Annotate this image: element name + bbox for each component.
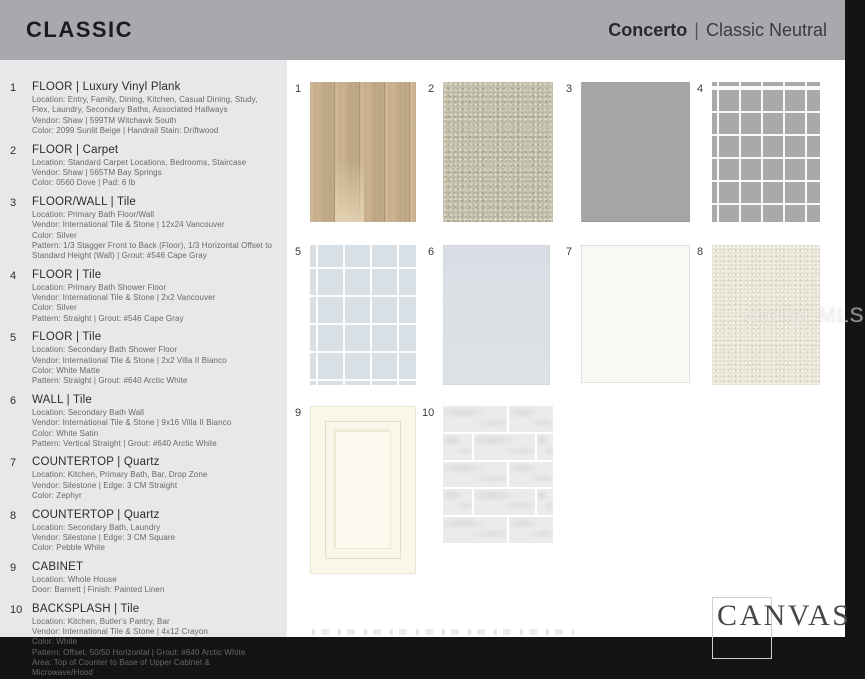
spec-item-floorwall-tile	[10, 196, 273, 262]
spec-item-detail: Color: Pebble White	[32, 543, 106, 553]
spec-item-number: 5	[10, 332, 17, 345]
swatch-board	[287, 60, 845, 637]
swatch-tile-villa-2x2	[310, 245, 416, 385]
spec-item-title: COUNTERTOP | Quartz	[32, 456, 160, 469]
swatch-number: 9	[295, 407, 302, 419]
swatch-cell-4	[697, 82, 820, 222]
canvas-logo: CANVAS	[717, 599, 852, 632]
spec-item-detail: Vendor: International Tile & Stone | 2x2 Vancouver	[32, 293, 216, 303]
collection-name: Concerto	[608, 19, 688, 40]
swatch-number: 6	[428, 246, 435, 258]
spec-item-detail: Pattern: Straight | Grout: #640 Arctic White	[32, 376, 188, 386]
spec-item-floor-tile-primary	[10, 269, 273, 325]
spec-item-number: 8	[10, 509, 17, 522]
swatch-number: 7	[566, 246, 573, 258]
header-bar	[0, 0, 845, 60]
spec-item-detail: Color: Silver	[32, 230, 77, 240]
spec-item-floor-carpet	[10, 144, 273, 189]
spec-item-detail: Color: White	[32, 637, 78, 647]
spec-item-detail: Color: Silver	[32, 303, 77, 313]
spec-item-detail: Location: Primary Bath Floor/Wall	[32, 209, 155, 219]
spec-item-countertop-secondary	[10, 509, 273, 554]
spec-item-detail: Pattern: 1/3 Stagger Front to Back (Floor), 1/3 Horizontal Offset to Standard Height (Wall) | Grout: #546 Cape Gray	[32, 240, 273, 261]
swatch-number: 5	[295, 246, 302, 258]
spec-item-floor-lvp	[10, 81, 273, 137]
swatch-cell-8	[697, 245, 820, 385]
spec-item-countertop-kitchen	[10, 456, 273, 501]
spec-item-detail: Location: Kitchen, Primary Bath, Bar, Drop Zone	[32, 470, 208, 480]
spec-item-detail: Vendor: Shaw | 599TM Witchawk South	[32, 115, 177, 125]
swatch-cell-6	[428, 245, 550, 385]
subway-tile-row	[443, 517, 553, 543]
collection-title	[608, 20, 827, 41]
swatch-number: 1	[295, 83, 302, 95]
spec-item-detail: Location: Primary Bath Shower Floor	[32, 282, 167, 292]
swatch-cell-1	[295, 82, 416, 222]
spec-item-number: 2	[10, 144, 17, 157]
spec-item-detail: Color: 0560 Dove | Pad: 6 lb	[32, 178, 136, 188]
spec-item-detail: Location: Entry, Family, Dining, Kitchen, Casual Dining, Study, Flex, Laundry, Secondary Baths, Associated Hallways	[32, 95, 258, 115]
spec-item-detail: Location: Secondary Bath Wall	[32, 407, 144, 417]
collection-variant: Classic Neutral	[705, 19, 827, 40]
swatch-tile-vancouver-12x24	[581, 82, 690, 222]
spec-item-detail: Pattern: Offset, 50/50 Horizontal | Grout: #640 Arctic White	[32, 647, 246, 657]
spec-item-detail: Color: White Satin	[32, 428, 99, 438]
spec-item-detail: Color: 2099 Sunlit Beige | Handrail Stain: Driftwood	[32, 126, 219, 136]
swatch-carpet	[443, 82, 553, 222]
subway-tile-row	[443, 434, 553, 460]
swatch-number: 4	[697, 83, 704, 95]
spec-item-wall-tile	[10, 394, 273, 450]
spec-item-detail: Color: White Matte	[32, 366, 101, 376]
subway-tile-row	[443, 489, 553, 515]
swatch-cell-5	[295, 245, 416, 385]
spec-item-title: FLOOR | Tile	[32, 268, 102, 281]
spec-item-title: CABINET	[32, 560, 84, 573]
spec-item-number: 9	[10, 561, 17, 574]
spec-item-detail: Vendor: International Tile & Stone | 2x2 Villa II Bianco	[32, 355, 227, 365]
spec-item-title: WALL | Tile	[32, 393, 92, 406]
spec-item-detail: Vendor: Shaw | 565TM Bay Springs	[32, 167, 162, 177]
spec-item-number: 7	[10, 457, 17, 470]
swatch-cell-7	[566, 245, 690, 383]
swatch-number: 3	[566, 83, 573, 95]
spec-item-detail: Vendor: International Tile & Stone | 12x24 Vancouver	[32, 220, 225, 230]
spec-item-detail: Location: Whole House	[32, 574, 117, 584]
swatch-cell-3	[566, 82, 690, 222]
subway-tile-row	[443, 406, 553, 432]
spec-item-detail: Location: Standard Carpet Locations, Bedrooms, Staircase	[32, 157, 247, 167]
swatch-tile-vancouver-2x2	[712, 82, 820, 222]
spec-item-detail: Pattern: Vertical Straight | Grout: #640 Arctic White	[32, 438, 217, 448]
spec-item-number: 1	[10, 82, 17, 94]
spec-item-title: COUNTERTOP | Quartz	[32, 508, 160, 521]
spec-item-number: 10	[10, 603, 23, 616]
spec-item-title: FLOOR | Carpet	[32, 143, 119, 156]
spec-item-detail: Color: Zephyr	[32, 491, 82, 501]
swatch-luxury-vinyl-plank	[310, 82, 416, 222]
spec-item-detail: Door: Barnett | Finish: Painted Linen	[32, 585, 165, 595]
swatch-quartz-zephyr	[581, 245, 690, 383]
spec-item-number: 4	[10, 269, 17, 282]
spec-item-detail: Vendor: International Tile & Stone | 4x12 Crayon	[32, 626, 208, 636]
swatch-number: 10	[422, 407, 435, 419]
spec-item-detail: Vendor: Silestone | Edge: 3 CM Square	[32, 532, 176, 542]
spec-item-backsplash	[10, 603, 273, 679]
spec-item-number: 6	[10, 394, 17, 407]
spec-item-title: BACKSPLASH | Tile	[32, 602, 140, 615]
spec-item-cabinet	[10, 561, 273, 596]
spec-item-number: 3	[10, 196, 17, 209]
mls-watermark: Stellar MLS	[745, 304, 865, 327]
spec-item-detail: Vendor: Silestone | Edge: 3 CM Straight	[32, 480, 178, 490]
spec-item-detail: Location: Kitchen, Butler's Pantry, Bar	[32, 616, 170, 626]
collection-separator: |	[694, 19, 699, 40]
page-title: CLASSIC	[26, 17, 134, 42]
footer-caption-clipped	[312, 629, 574, 635]
swatch-tile-villa-9x16	[443, 245, 550, 385]
subway-tile-row	[443, 462, 553, 488]
swatch-cell-10	[422, 406, 553, 543]
spec-item-title: FLOOR | Luxury Vinyl Plank	[32, 81, 181, 93]
spec-item-title: FLOOR | Tile	[32, 331, 102, 344]
swatch-quartz-pebble-white	[712, 245, 820, 385]
spec-item-detail: Area: Top of Counter to Base of Upper Cabinet & Microwave/Hood	[32, 658, 210, 678]
swatch-cell-9	[295, 406, 416, 574]
spec-item-detail: Pattern: Straight | Grout: #546 Cape Gray	[32, 313, 184, 323]
swatch-cabinet-door	[310, 406, 416, 574]
swatch-number: 8	[697, 246, 704, 258]
swatch-cell-2	[428, 82, 553, 222]
spec-item-detail: Location: Secondary Bath Shower Floor	[32, 345, 178, 355]
spec-item-detail: Vendor: International Tile & Stone | 9x16 Villa II Bianco	[32, 418, 232, 428]
spec-list	[0, 60, 287, 678]
spec-item-title: FLOOR/WALL | Tile	[32, 195, 136, 208]
spec-item-detail: Location: Secondary Bath, Laundry	[32, 522, 161, 532]
swatch-backsplash-subway-tile	[443, 406, 553, 543]
swatch-number: 2	[428, 83, 435, 95]
spec-item-floor-tile-secondary	[10, 331, 273, 387]
cabinet-door-panel	[335, 431, 391, 549]
